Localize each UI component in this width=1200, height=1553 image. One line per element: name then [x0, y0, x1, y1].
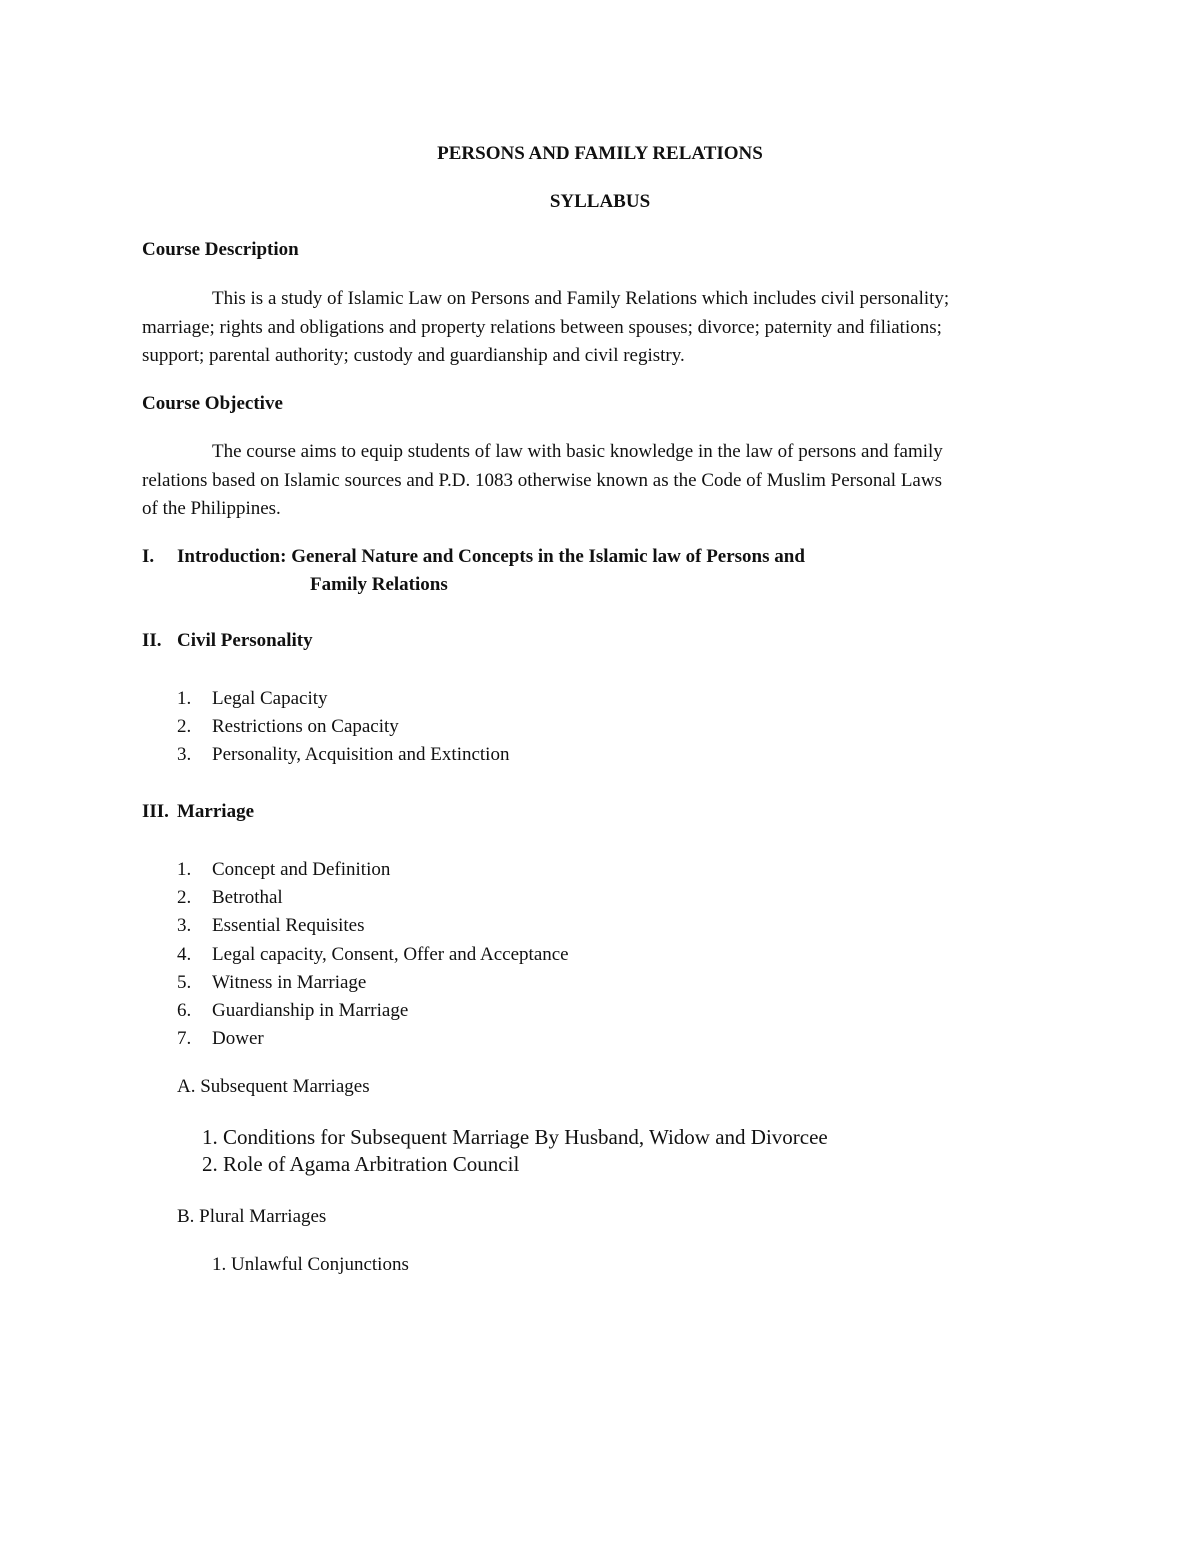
- list-item-number: 7.: [177, 1028, 192, 1049]
- list-item: [177, 997, 408, 1025]
- list-item-text: Concept and Definition: [212, 859, 391, 880]
- list-item-number: 2.: [177, 887, 192, 908]
- course-description-heading: Course Description: [142, 239, 299, 260]
- list-item-text: Legal capacity, Consent, Offer and Acceptance: [212, 944, 569, 965]
- list-item: [177, 969, 366, 997]
- list-item-number: 6.: [177, 1000, 192, 1021]
- subsection-item: 2. Role of Agama Arbitration Council: [202, 1152, 520, 1176]
- course-objective-line: of the Philippines.: [142, 498, 281, 519]
- section-numeral: I.: [142, 546, 155, 567]
- subsection-label: B. Plural Marriages: [177, 1206, 327, 1227]
- list-item-text: Legal Capacity: [212, 688, 328, 709]
- list-item: [177, 856, 390, 884]
- document-title: PERSONS AND FAMILY RELATIONS: [437, 143, 763, 164]
- list-item: [177, 884, 283, 912]
- list-item-text: Restrictions on Capacity: [212, 716, 399, 737]
- section-title: Civil Personality: [177, 630, 313, 651]
- list-item: [177, 713, 399, 741]
- subsection-label: A. Subsequent Marriages: [177, 1076, 370, 1097]
- course-objective-line: The course aims to equip students of law with basic knowledge in the law of persons and family: [212, 441, 943, 462]
- course-description-line: marriage; rights and obligations and property relations between spouses; divorce; paternity and filiations;: [142, 317, 942, 338]
- section-title-continuation: Family Relations: [310, 574, 448, 595]
- list-item-number: 2.: [177, 716, 192, 737]
- list-item-text: Betrothal: [212, 887, 283, 908]
- subsection-item: 1. Unlawful Conjunctions: [212, 1254, 409, 1275]
- list-item-text: Personality, Acquisition and Extinction: [212, 744, 510, 765]
- course-objective-line: relations based on Islamic sources and P.D. 1083 otherwise known as the Code of Muslim Personal Laws: [142, 470, 942, 491]
- list-item-text: Witness in Marriage: [212, 972, 367, 993]
- list-item-number: 3.: [177, 744, 192, 765]
- list-item-number: 3.: [177, 915, 192, 936]
- list-item-number: 1.: [177, 688, 192, 709]
- list-item-number: 5.: [177, 972, 192, 993]
- section-numeral: III.: [142, 801, 169, 822]
- list-item-number: 4.: [177, 944, 192, 965]
- list-item-text: Guardianship in Marriage: [212, 1000, 409, 1021]
- list-item-text: Essential Requisites: [212, 915, 365, 936]
- list-item: [177, 741, 509, 769]
- section-numeral: II.: [142, 630, 162, 651]
- course-objective-heading: Course Objective: [142, 393, 283, 414]
- section-title: Marriage: [177, 801, 255, 822]
- section-title: Introduction: General Nature and Concepts in the Islamic law of Persons and: [177, 546, 805, 567]
- course-description-line: This is a study of Islamic Law on Persons and Family Relations which includes civil personality;: [212, 288, 950, 309]
- list-item-text: Dower: [212, 1028, 264, 1049]
- course-description-line: support; parental authority; custody and guardianship and civil registry.: [142, 345, 685, 366]
- list-item: [177, 685, 328, 713]
- list-item: [177, 912, 365, 940]
- document-subtitle: SYLLABUS: [549, 191, 651, 212]
- list-item: [177, 941, 569, 969]
- subsection-item: 1. Conditions for Subsequent Marriage By Husband, Widow and Divorcee: [202, 1125, 828, 1149]
- list-item-number: 1.: [177, 859, 192, 880]
- list-item: [177, 1025, 264, 1053]
